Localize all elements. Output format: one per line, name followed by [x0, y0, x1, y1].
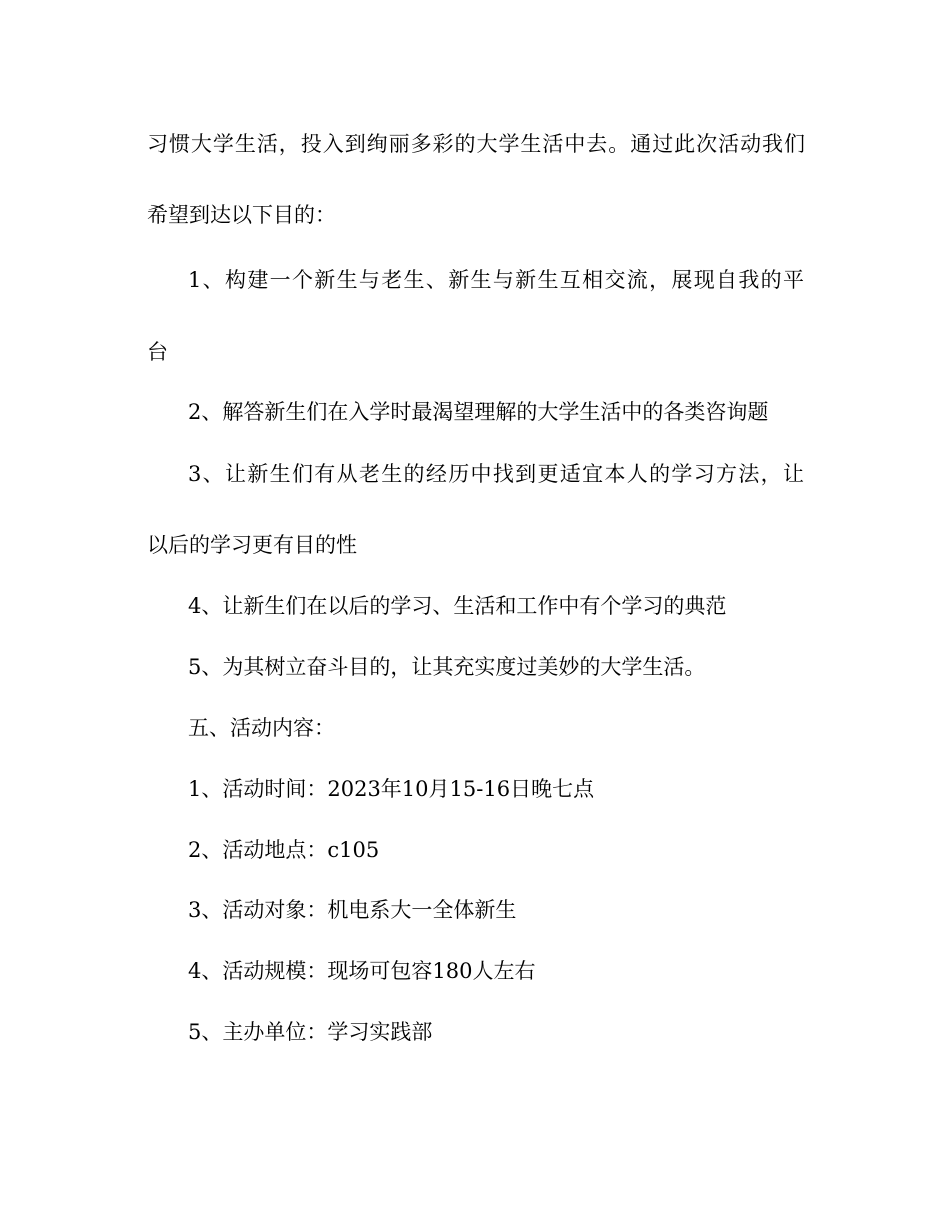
paragraph-line: 习惯大学生活，投入到绚丽多彩的大学生活中去。通过此次活动我们: [147, 132, 805, 156]
paragraph-line: 2、活动地点：c105: [188, 838, 380, 862]
paragraph-line: 4、活动规模：现场可包容180人左右: [188, 959, 536, 983]
paragraph-line: 以后的学习更有目的性: [147, 533, 357, 557]
paragraph-line: 4、让新生们在以后的学习、生活和工作中有个学习的典范: [188, 594, 727, 618]
paragraph-line: 1、活动时间：2023年10月15-16日晚七点: [188, 777, 595, 801]
paragraph-line: 3、活动对象：机电系大一全体新生: [188, 898, 517, 922]
paragraph-line: 5、主办单位：学习实践部: [188, 1020, 433, 1044]
paragraph-line: 1、构建一个新生与老生、新生与新生互相交流，展现自我的平: [188, 268, 804, 292]
paragraph-line: 3、让新生们有从老生的经历中找到更适宜本人的学习方法，让: [188, 462, 804, 486]
paragraph-line: 台: [147, 340, 168, 364]
paragraph-line: 5、为其树立奋斗目的，让其充实度过美妙的大学生活。: [188, 655, 706, 679]
paragraph-line: 2、解答新生们在入学时最渴望理解的大学生活中的各类咨询题: [188, 400, 769, 424]
section-heading: 五、活动内容：: [188, 716, 335, 740]
paragraph-line: 希望到达以下目的：: [147, 203, 336, 227]
